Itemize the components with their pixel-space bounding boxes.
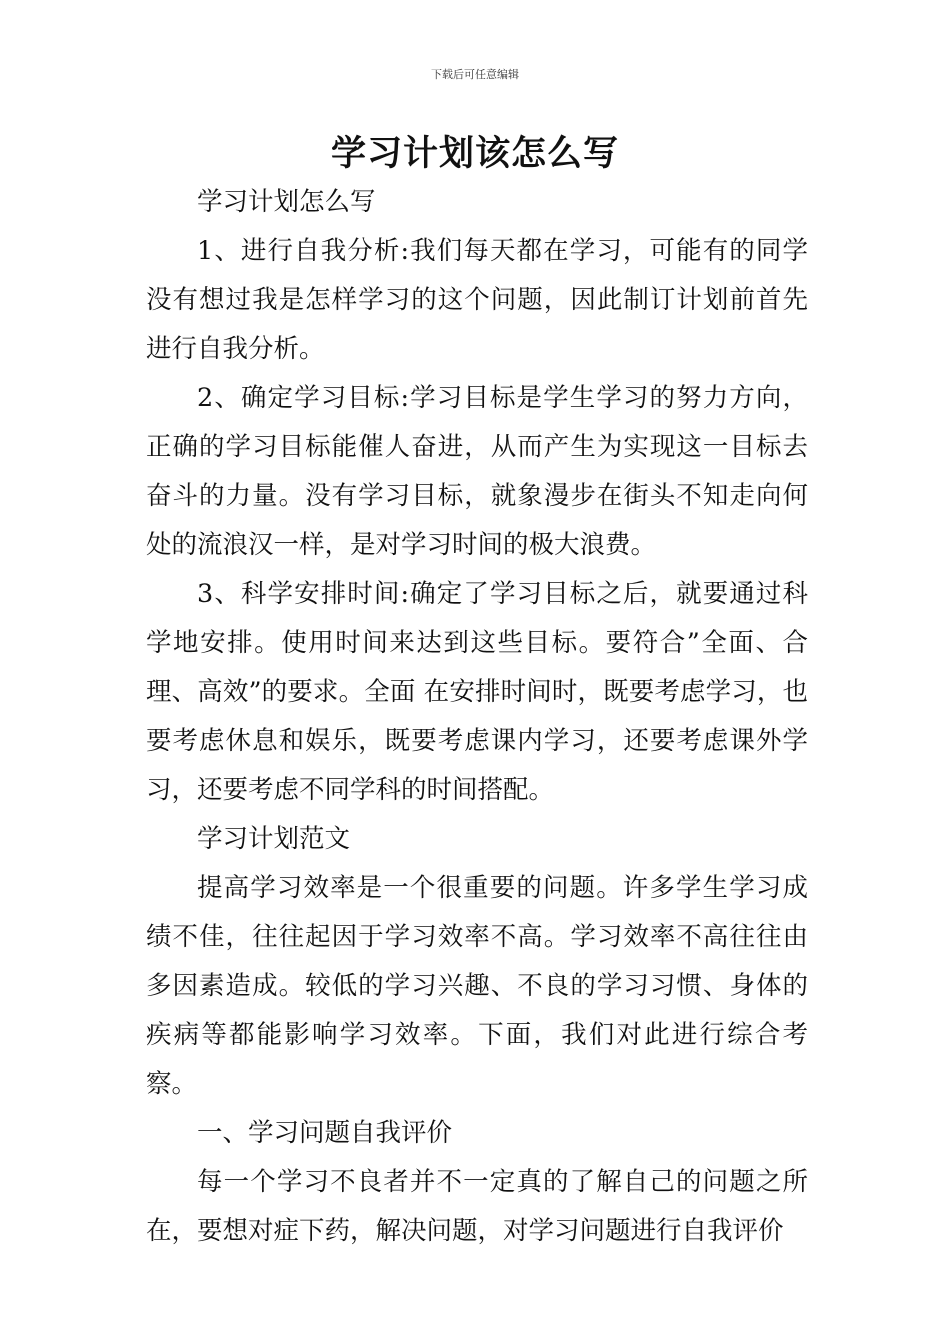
header-note: 下载后可任意编辑: [431, 68, 519, 81]
section-heading-sample-plan: 学习计划范文: [197, 824, 351, 854]
document-title: 学习计划该怎么写: [330, 134, 619, 174]
paragraph-learning-efficiency: 提高学习效率是一个很重要的问题。许多学生学习成绩不佳，往往起因于学习效率不高。学习效率不高往往由多因素造成。较低的学习兴趣、不良的学习习惯、身体的疾病等都能影响学习效率。下面，我们对此进行综合考察。: [146, 873, 808, 1099]
paragraph-self-analysis: 1、进行自我分析:我们每天都在学习，可能有的同学没有想过我是怎样学习的这个问题，因此制订计划前首先进行自我分析。: [146, 236, 808, 364]
section-heading-how-to-write: 学习计划怎么写: [197, 187, 376, 217]
paragraph-self-evaluation: 每一个学习不良者并不一定真的了解自己的问题之所在，要想对症下药，解决问题，对学习问题进行自我评价: [146, 1167, 808, 1246]
paragraph-time-arrangement: 3、科学安排时间:确定了学习目标之后，就要通过科学地安排。使用时间来达到这些目标。要符合”全面、合理、高效”的要求。全面 在安排时间时，既要考虑学习，也要考虑休息和娱乐，既要考虑课内学习，还要考虑课外学习，还要考虑不同学科的时间搭配。: [146, 579, 808, 805]
paragraph-learning-goals: 2、确定学习目标:学习目标是学生学习的努力方向，正确的学习目标能催人奋进，从而产生为实现这一目标去奋斗的力量。没有学习目标，就象漫步在街头不知走向何处的流浪汉一样，是对学习时间的极大浪费。: [146, 383, 808, 560]
document-body: [146, 178, 808, 1256]
section-heading-self-evaluation: 一、学习问题自我评价: [197, 1118, 453, 1148]
